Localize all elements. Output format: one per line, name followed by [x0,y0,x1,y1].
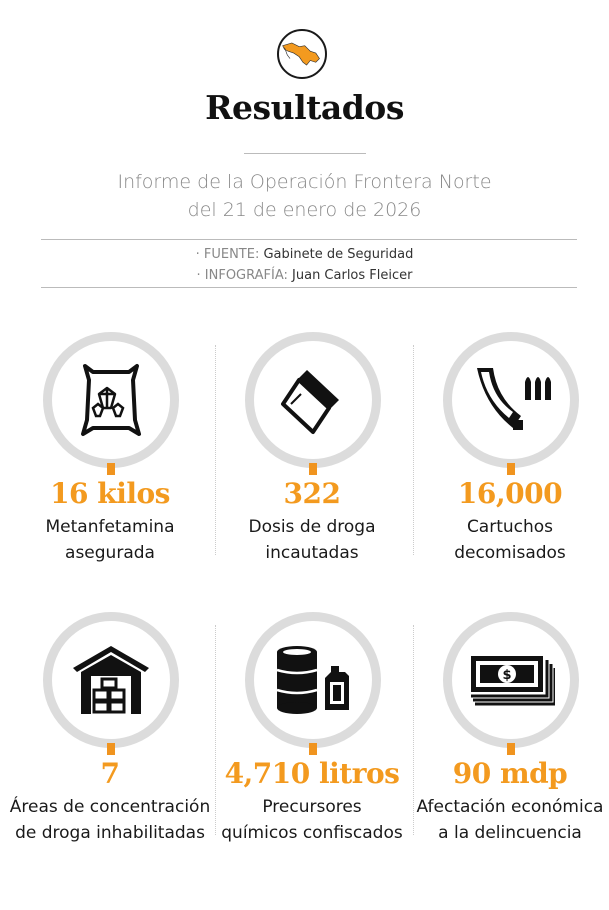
icon-ring [245,612,381,748]
source-key: · FUENTE: [195,247,260,262]
icon-ring [43,332,179,468]
subtitle-line-1: Informe de la Operación Frontera Norte [117,171,492,193]
ring-marker [507,743,515,755]
page-title: Resultados [205,88,404,127]
stat-label-line-2: químicos confiscados [221,823,403,843]
stat-label-line-2: de droga inhabilitadas [15,823,205,843]
source-value: Gabinete de Seguridad [259,247,414,262]
stat-label-line-2: asegurada [65,543,155,563]
ring-marker [507,463,515,475]
icon-ring [43,612,179,748]
stat-value: 322 [283,477,341,510]
stat-label-line-2: decomisados [454,543,566,563]
stat-value: 90 mdp [452,757,568,790]
stat-label-line-1: Cartuchos [466,517,554,537]
graphics-value: Juan Carlos Fleicer [287,268,413,283]
meth-sack-icon [71,360,151,440]
svg-text:$: $ [502,668,512,683]
graphics-key: · INFOGRAFÍA: [196,268,288,283]
ring-marker [107,743,115,755]
stat-value: 4,710 litros [224,757,400,790]
graphics-credit [0,265,609,286]
ring-marker [309,463,317,475]
mexico-map-logo-icon [277,29,327,79]
drug-bag-icon [273,360,353,440]
stat-label-line-1: Afectación económica [416,797,604,817]
ammo-magazine-icon [469,358,553,442]
stat-label [390,514,609,566]
stat-label [390,794,609,846]
credits-top-divider [41,239,577,240]
stat-label-line-1: Metanfetamina [45,517,175,537]
title-divider [244,153,366,154]
stat-label-line-2: incautadas [265,543,359,563]
money-stack-icon [467,636,555,724]
stat-label-line-2: a la delincuencia [438,823,582,843]
ring-marker [309,743,317,755]
stat-value: 16 kilos [50,477,170,510]
warehouse-icon [69,638,153,722]
icon-ring [443,612,579,748]
report-subtitle [0,168,609,224]
credits-bottom-divider [41,287,577,288]
stat-label-line-1: Dosis de droga [248,517,376,537]
stat-label-line-1: Precursores [262,797,362,817]
stat-label-line-1: Áreas de concentración [9,797,211,817]
chemical-barrel-icon [269,636,357,724]
source-credit [0,244,609,265]
credits-block [0,244,609,286]
stat-value: 7 [100,757,120,790]
ring-marker [107,463,115,475]
stat-value: 16,000 [457,477,563,510]
subtitle-line-2: del 21 de enero de 2026 [187,199,422,221]
icon-ring [443,332,579,468]
icon-ring [245,332,381,468]
